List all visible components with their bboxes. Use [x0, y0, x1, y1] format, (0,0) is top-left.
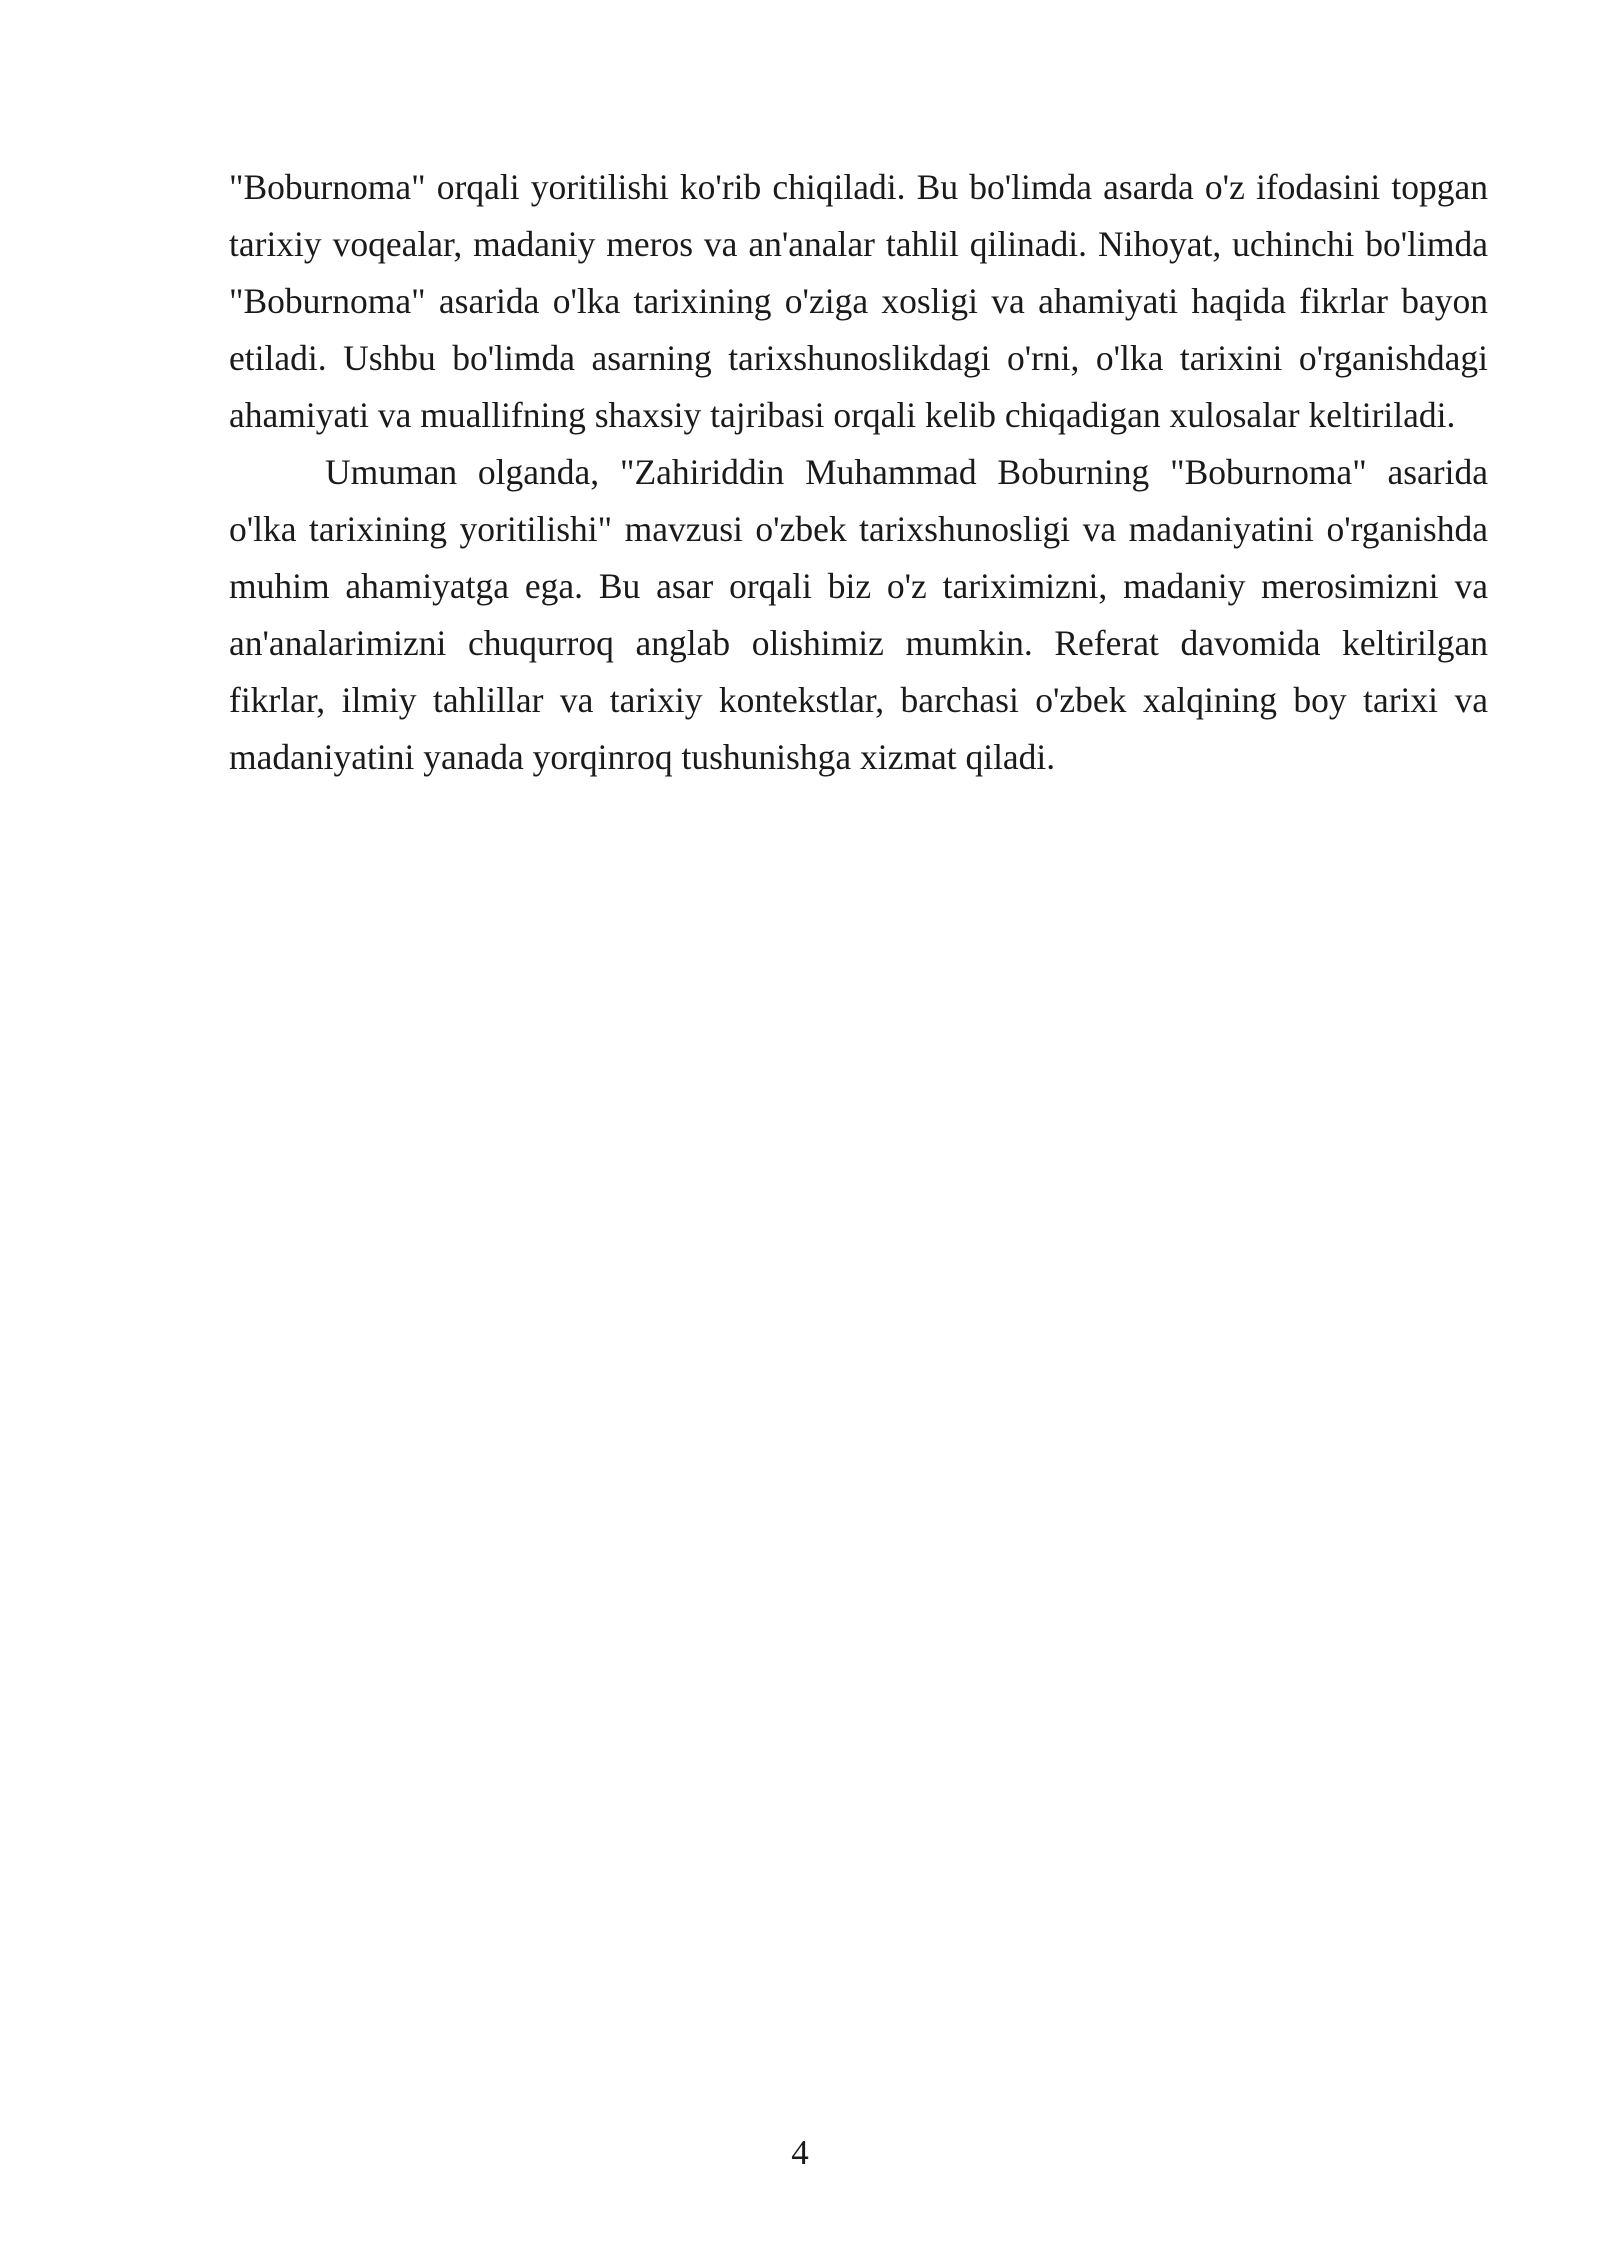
paragraph-continuation: "Boburnoma" orqali yoritilishi ko'rib chiqiladi. Bu bo'limda asarda o'z ifodasini topgan tarixiy voqealar, madaniy meros va an'analar tahlil qilinadi. Nihoyat, uchinchi bo'limda "Boburnoma" asarida o'lka tarixining o'ziga xosligi va ahamiyati haqida fikrlar bayon etiladi. Ushbu bo'limda asarning tarixshunoslikdagi o'rni, o'lka tarixini o'rganishdagi ahamiyati va muallifning shaxsiy tajribasi orqali kelib chiqadigan xulosalar keltiriladi.: [229, 167, 1488, 435]
body-text: [229, 159, 1488, 786]
paragraph-conclusion: Umuman olganda, "Zahiriddin Muhammad Boburning "Boburnoma" asarida o'lka tarixining yoritilishi" mavzusi o'zbek tarixshunosligi va madaniyatini o'rganishda muhim ahamiyatga ega. Bu asar orqali biz o'z tariximizni, madaniy merosimizni va an'analarimizni chuqurroq anglab olishimiz mumkin. Referat davomida keltirilgan fikrlar, ilmiy tahlillar va tarixiy kontekstlar, barchasi o'zbek xalqining boy tarixi va madaniyatini yanada yorqinroq tushunishga xizmat qiladi.: [229, 452, 1488, 777]
page-number: 4: [791, 2133, 809, 2172]
